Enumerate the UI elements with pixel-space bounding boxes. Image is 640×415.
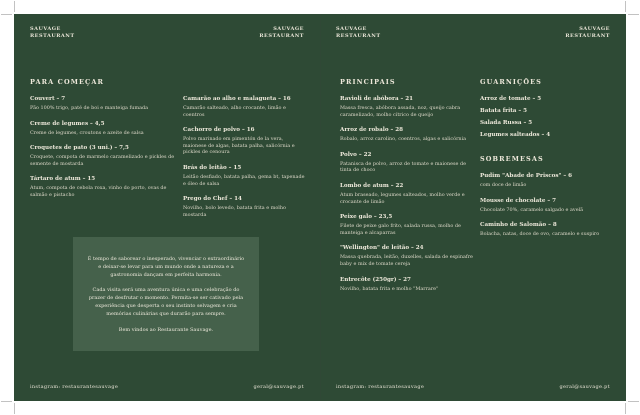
- brand-line2: RESTAURANT: [336, 32, 381, 39]
- menu-item: [340, 127, 478, 143]
- brand-line2: RESTAURANT: [30, 32, 75, 39]
- left-page: [14, 14, 320, 401]
- menu-item: [30, 96, 178, 112]
- menu-item: [30, 145, 178, 167]
- menu-item-desc: Novilho, bolo levedo, batata frita e molho mostarda: [183, 205, 286, 218]
- menu-item: [183, 165, 305, 187]
- menu-item-desc: com doce de limão: [480, 182, 527, 188]
- menu-item: [340, 245, 478, 267]
- menu-item-desc: Chocolate 70%, caramelo salgado e avelã: [480, 206, 584, 213]
- menu-item: [30, 121, 178, 137]
- intro-panel: [73, 237, 259, 351]
- crop-mark: [625, 403, 626, 414]
- crop-mark: [628, 401, 639, 402]
- menu-item: [340, 214, 478, 236]
- menu-item-title: Arroz de robalo – 28: [340, 127, 404, 134]
- menu-item-title: Couvert – 7: [30, 96, 66, 102]
- footer-email: geral@sauvage.pt: [253, 384, 304, 390]
- side-item: Batata frita – 5: [480, 108, 527, 114]
- crop-mark: [14, 1, 15, 12]
- intro-welcome: Bem vindos ao Restaurante Sauvage.: [118, 326, 214, 333]
- menu-item-title: Caminho de Salomão – 8: [480, 222, 557, 229]
- menu-item-desc: Polvo marinado em pimentón de la vera, maionese de algas, batata palha, salicórnia e pickles de cenoura: [183, 136, 295, 156]
- mains-column: [340, 96, 478, 301]
- brand-line1: SAUVAGE: [30, 26, 61, 32]
- intro-paragraph: É tempo de saborear o inesperado, vivenciar o extraordinário e deixar-se levar para um mundo onde a natureza e a gastronomia dançam em perfeita harmonia.: [87, 255, 245, 278]
- menu-item: [480, 222, 610, 238]
- brand-header: [565, 26, 610, 39]
- menu-item-desc: Atum, compota de cebola roxa, vinho do porto, ovas de salmão e pistacho: [30, 185, 167, 198]
- menu-item-title: Entrecôte (250gr) – 27: [340, 276, 411, 283]
- menu-item-desc: Creme de legumes, croutons e azeite de salsa: [30, 129, 144, 136]
- section-heading-mains: PRINCIPAIS: [340, 78, 396, 86]
- menu-item-title: Cachorro de polvo – 16: [183, 127, 255, 134]
- desserts-column: [480, 173, 610, 247]
- side-item: Salada Russa – 5: [480, 120, 533, 126]
- menu-item-title: Lombo de atum – 22: [340, 182, 404, 189]
- menu-item-title: Camarão ao alho e malagueta – 16: [183, 96, 291, 102]
- menu-item: [183, 196, 305, 218]
- menu-item: [183, 127, 305, 156]
- brand-line2: RESTAURANT: [259, 32, 304, 39]
- brand-header: [336, 26, 381, 39]
- menu-item-title: Pudim "Abade de Priscos" – 6: [480, 173, 573, 179]
- starters-column-1: [30, 96, 178, 208]
- brand-header: [30, 26, 75, 39]
- menu-item-title: "Wellington" de leitão – 24: [340, 245, 424, 252]
- sides-column: [480, 96, 610, 144]
- menu-item: [340, 277, 478, 293]
- brand-line2: RESTAURANT: [565, 32, 610, 39]
- menu-item-title: Prego do Chef – 14: [183, 196, 242, 203]
- menu-item-title: Peixe galo – 23,5: [340, 214, 393, 221]
- section-heading-sides: GUARNIÇÕES: [480, 78, 542, 86]
- menu-item-desc: Pão 100% trigo, paté de boi e manteiga fumada: [30, 105, 149, 111]
- right-page: [320, 14, 626, 401]
- section-heading-desserts: SOBREMESAS: [480, 155, 544, 163]
- menu-item-title: Ravioli de abóbora – 21: [340, 96, 414, 102]
- menu-item: [183, 96, 305, 118]
- starters-column-2: [183, 96, 305, 227]
- side-item: Arroz de tomate – 5: [480, 96, 542, 102]
- menu-item: [30, 176, 178, 198]
- crop-mark: [1, 14, 12, 15]
- crop-mark: [625, 1, 626, 12]
- crop-mark: [14, 403, 15, 414]
- menu-item-desc: Filete de peixe galo frito, salada russa, molho de manteiga e alcaparras: [340, 223, 461, 236]
- menu-item-title: Creme de legumes – 4,5: [30, 120, 105, 127]
- menu-spread: [14, 14, 626, 401]
- footer-instagram: instagram: restaurantesauvage: [30, 384, 119, 390]
- menu-item-desc: Atum braseado, legumes salteados, molho verde e crocante de limão: [340, 191, 465, 205]
- brand-line1: SAUVAGE: [336, 26, 367, 32]
- menu-item-desc: Croquete, compota de marmelo caramelizado e pickles de semente de mostarda: [30, 154, 175, 167]
- menu-item-title: Mousse de chocolate – 7: [480, 197, 557, 204]
- menu-item-desc: Patanisca de polvo, arroz de tomate e maionese de tinta de choco: [340, 160, 466, 174]
- menu-item: [480, 198, 610, 214]
- menu-item-title: Croquetes de pato (3 uni.) – 7,5: [30, 145, 129, 152]
- intro-paragraph: Cada visita será uma aventura única e uma celebração do prazer de desfrutar o momento. Permita-se ser cativado pela experiência que desperta o seu instinto selvagem e cria memórias culinárias que durarão para sempre.: [88, 287, 244, 317]
- menu-item: [340, 96, 478, 118]
- menu-item-title: Polvo – 22: [340, 151, 372, 158]
- brand-line1: SAUVAGE: [579, 26, 610, 32]
- brand-line1: SAUVAGE: [273, 26, 304, 32]
- crop-mark: [1, 401, 12, 402]
- menu-item-desc: Bolacha, natas, doce de ovo, caramelo e suspiro: [480, 231, 600, 238]
- menu-item-desc: Massa fresca, abóbora assada, noz, queijo cabra caramelizado, molho cítrico de queijo: [340, 105, 461, 118]
- menu-item: [480, 173, 610, 189]
- crop-mark: [628, 14, 639, 15]
- footer-instagram: instagram: restaurantesauvage: [336, 384, 425, 390]
- menu-item-desc: Robalo, arroz carolino, coentros, algas e salicórnia: [340, 136, 467, 143]
- menu-item-desc: Novilho, batata frita e molho "Marrare": [340, 285, 439, 292]
- menu-item-desc: Leitão desfiado, batata palha, gema bt, tapenade e óleo de salsa: [183, 173, 305, 187]
- menu-item: [340, 152, 478, 174]
- brand-header: [259, 26, 304, 39]
- menu-item-desc: Massa quebrada, leitão, duxelles, salada de espinafre baby e mix de tomate cereja: [340, 254, 473, 267]
- side-item: Legumes salteados – 4: [480, 132, 551, 138]
- menu-item: [340, 183, 478, 205]
- menu-item-title: Tártaro de atum – 15: [30, 176, 96, 183]
- section-heading-starters: PARA COMEÇAR: [30, 78, 104, 86]
- menu-item-desc: Camarão salteado, alho crocante, limão e coentros: [183, 105, 286, 118]
- footer-email: geral@sauvage.pt: [559, 384, 610, 390]
- menu-item-title: Brás do leitão – 15: [183, 164, 242, 171]
